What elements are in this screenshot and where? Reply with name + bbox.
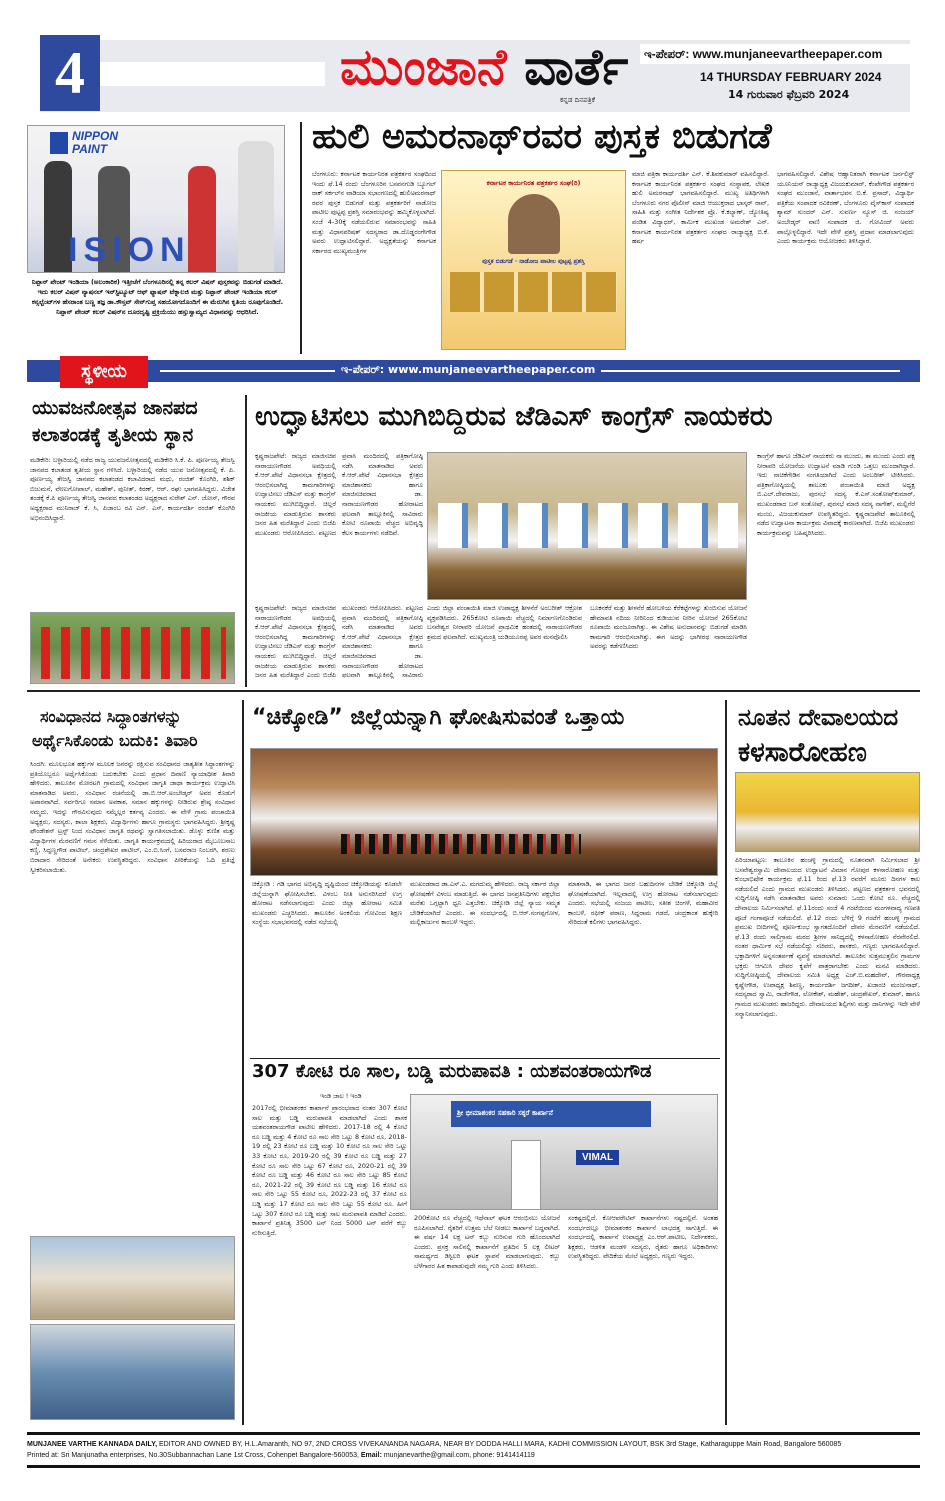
jds-col-1: ಕೃಷ್ಣರಾಜಪೇಟೆ: ರಾಜ್ಯದ ಮಾಜಿಸಚಿವ ನಾರಾಯಣಗೌಡರ ಅವಧಿಯಲ್ಲಿ ಕೆ.ಆರ್.ಪೇಟೆ ವಿಧಾನಸಭಾ ಕ್ಷೇತ್ರದಲ್ಲಿ ಆರಂಭಿಸಲಾಗಿದ್ದ ಕಾಮಗಾರಿಗಳನ್ನು ಉದ್ಘಾಟಿಸಲು ಜೆಡಿಎಸ್ ಮತ್ತು ಕಾಂಗ್ರೆಸ್ ನಾಯಕರು ಮುಗಿಬಿದ್ದಿದ್ದಾರೆ. ಚಿಲ್ಲರೆ ರಾಜಕೀಯ ಮಾಡುತ್ತಿರುವ ಶಾಸಕರು ಜನರ ಹಿತ ಮರೆತಿದ್ದಾರೆ ಎಂದು ಬಿಜೆಪಿ ಮುಖಂಡರು ಆರೋಪಿಸಿದರು. ಪಟ್ಟಣದ ಪ್ರವಾಸಿ ಮಂದಿರದಲ್ಲಿ ಪತ್ರಿಕಾಗೋಷ್ಠಿ ನಡೆಸಿ ಮಾತನಾಡಿದ ಅವರು ಕೆ.ಆರ್.ಪೇಟೆ ವಿಧಾನಸಭಾ ಕ್ಷೇತ್ರದ ಮಾಜಿಶಾಸಕರು ಹಾಗೂ ಮಾಜಿಸಚಿವರಾದ ಡಾ. ನಾರಾಯಣಗೌಡರ ಹೋರಾಟದ ಫಲವಾಗಿ ತಾಲ್ಲೂಕಿನಲ್ಲಿ ಸಾವಿರಾರು ಕೋಟಿ ರೂಪಾಯಿ ವೆಚ್ಚದ ಅಭಿವೃದ್ಧಿ ಕೆಲಸ ಕಾರ್ಯಗಳು ನಡೆದಿವೆ.	[255, 452, 423, 537]
author-portrait	[508, 194, 560, 254]
yuva-body: ಮಡಿಕೇರಿ: ಬಳ್ಳಾರಿಯಲ್ಲಿ ನಡೆದ ರಾಜ್ಯ ಯುವಜನೋತ್ಸವದಲ್ಲಿ ಮಡಿಕೇರಿ ಸಿ.ಕೆ. ಪಿ. ಪೂರ್ಣಯ್ಯ ತೇಜಸ್ವಿ ಜಾನಪದ ಕಲಾತಂಡ ತೃತೀಯ ಸ್ಥಾನ ಗಳಿಸಿದೆ. ಬಳ್ಳಾರಿಯಲ್ಲಿ ನಡೆದ ಯುವ ಜನೋತ್ಸವದಲ್ಲಿ ಕೆ. ಪಿ. ಪೂರ್ಣಯ್ಯ ತೇಜಸ್ವಿ ಜಾನಪದ ಕಲಾತಂಡದ ಕಲಾವಿದರಾದ ಮಧು, ರಂಜಿತ್ ಕೊಂಗಿರಿ, ಶಶಿಕ್ ಬಿಜುಮನೆ, ವೇಣುಗೋಪಾಲ್, ಮಹೇಶ್, ಪುನೀತ್, ಕಿರಣ್, ಆರ್. ರಘು ಭಾಗವಹಿಸಿದ್ದರು. ವಿಜೇತ ತಂಡಕ್ಕೆ ಕೆ.ಪಿ ಪೂರ್ಣಯ್ಯ ತೇಜಸ್ವಿ ಜಾನಪದ ಕಲಾತಂಡದ ಅಧ್ಯಕ್ಷರಾದ ಸುರೇಶ್ ಎನ್. ಜೋಸ್, ಗೌರವ ಅಧ್ಯಕ್ಷರಾದ ಮುನಿರಾಜ್ ಕೆ. ಸಿ, ಪಿಜಾಂಬ ರವಿ ಎನ್. ಎಸ್, ಕಾರ್ಯದರ್ಶಿ ರಂಜಿತ್ ಕೊಂಗಿರಿ ಅಭಿನಂದಿಸಿದ್ದಾರೆ.	[30, 456, 235, 522]
imprint-line-1	[27, 1439, 920, 1450]
headline-jds: ಉದ್ಘಾಟಿಸಲು ಮುಗಿಬಿದ್ದಿರುವ ಜೆಡಿಎಸ್ ಕಾಂಗ್ರೆಸ್ ನಾಯಕರು	[255, 401, 773, 432]
masthead-red: ಮುಂಜಾನೆ	[340, 38, 507, 96]
column-divider	[725, 700, 727, 1425]
chikkodi-meeting-photo	[250, 748, 718, 876]
section-epaper-link[interactable]: ಇ-ಪೇಪರ್: www.munjaneevartheepaper.com	[335, 363, 601, 377]
temple-meeting-photo	[735, 772, 920, 852]
bank-col-1: 2017ರಲ್ಲಿ ಭೀಮಾಶಂಕರ ಕಾರ್ಖಾನೆ ಪ್ರಾರಂಭವಾದ ನಂತರ 307 ಕೋಟಿ ಸಾಲ ಮತ್ತು ಬಡ್ಡಿ ಮರುಪಾವತಿ ಮಾಡಲಾಗಿದೆ ಎಂದು ಶಾಸಕ ಯಶವಂತರಾಯಗೌಡ ಪಾಟೀಲ ಹೇಳಿದರು. 2017-18 ರಲ್ಲಿ 4 ಕೋಟಿ ರೂ ಬಡ್ಡಿ ಮತ್ತು 4 ಕೋಟಿ ರೂ ಸಾಲ ಸೇರಿ ಒಟ್ಟು 8 ಕೋಟಿ ರೂ, 2018-19 ರಲ್ಲಿ 23 ಕೋಟಿ ರೂ ಬಡ್ಡಿ ಮತ್ತು 10 ಕೋಟಿ ರೂ ಸಾಲ ಸೇರಿ ಒಟ್ಟು 33 ಕೋಟಿ ರೂ, 2019-20 ರಲ್ಲಿ 39 ಕೋಟಿ ರೂ ಬಡ್ಡಿ ಮತ್ತು 27 ಕೋಟಿ ರೂ ಸಾಲ ಸೇರಿ ಒಟ್ಟು 67 ಕೋಟಿ ರೂ, 2020-21 ರಲ್ಲಿ 39 ಕೋಟಿ ರೂ ಬಡ್ಡಿ ಮತ್ತು 46 ಕೋಟಿ ರೂ ಸಾಲ ಸೇರಿ ಒಟ್ಟು 85 ಕೋಟಿ ರೂ, 2021-22 ರಲ್ಲಿ 39 ಕೋಟಿ ರೂ ಬಡ್ಡಿ ಮತ್ತು 16 ಕೋಟಿ ರೂ ಸಾಲ ಸೇರಿ ಒಟ್ಟು 55 ಕೋಟಿ ರೂ, 2022-23 ರಲ್ಲಿ 37 ಕೋಟಿ ರೂ ಬಡ್ಡಿ ಮತ್ತು 17 ಕೋಟಿ ರೂ ಸಾಲ ಸೇರಿ ಒಟ್ಟು 55 ಕೋಟಿ ರೂ. ಹೀಗೆ ಒಟ್ಟು 307 ಕೋಟಿ ರೂ ಬಡ್ಡಿ ಮತ್ತು ಸಾಲ ಮರುಪಾವತಿ ಮಾಡಿದೆ ಎಂದರು. ಕಾರ್ಖಾನೆ ಪ್ರತಿನಿತ್ಯ 3500 ಟನ್ ನಿಂದ 5000 ಟನ್ ವರೆಗೆ ಕಬ್ಬು ನುರಿಸುತ್ತಿದೆ.	[252, 1104, 407, 1237]
section-divider	[27, 690, 920, 692]
chikkodi-col-1: ಚಿಕ್ಕೋಡಿ : ಗಡಿ ಭಾಗದ ಅಭಿವೃದ್ಧಿ ದೃಷ್ಟಿಯಿಂದ ಚಿಕ್ಕೋಡಿಯನ್ನು ಕೂಡಲೇ ಜಿಲ್ಲೆಯನ್ನಾಗಿ ಘೋಷಿಸಬೇಕು. ವಿಳಂಬ ನೀತಿ ಅನುಸರಿಸಿದರೆ ಉಗ್ರ ಹೋರಾಟ ನಡೆಸಲಾಗುವುದು ಎಂದು ಜಿಲ್ಲಾ ಹೋರಾಟ ಸಮಿತಿ ಮುಖಂಡರು ಎಚ್ಚರಿಸಿದರು. ತಾಲೂಕಿನ ಅಂಕಲಿಯ ಗೋವಿಂದ ಶಿಕ್ಷಣ ಸಂಸ್ಥೆಯ ಸಭಾಭವನದಲ್ಲಿ ನಡೆದ ಸಭೆಯಲ್ಲಿ	[252, 880, 402, 927]
jds-col-4: ಕಾಂಗ್ರೆಸ್ ಹಾಗೂ ಜೆಡಿಎಸ್ ನಾಯಕರು ನಾ ಮುಂದು, ತಾ ಮುಂದು ಎಂದು ಪಕ್ಷ ನೀರಾವರಿ ಯೋಜನೆಯ ಉದ್ಘಾಟನೆ ಮಾಡಿ ಗುಂಡಿ ಒತ್ತಲು ಮುಂದಾಗಿದ್ದಾರೆ. ಇದು ನಾಚಿಕೆಗೇಡಿನ ಸಂಗತಿಯಾಗಿದೆ ಎಂದು ಅಂಬರೀಶ್ ಟೀಕಿಸಿದರು. ಪತ್ರಿಕಾಗೋಷ್ಠಿಯಲ್ಲಿ ತಾಲೂಕು ಪಂಚಾಯಿತಿ ಮಾಜಿ ಅಧ್ಯಕ್ಷ ಬಿ.ಎಲ್.ದೇವರಾಜು, ಪುರಸಭೆ ಸದಸ್ಯ ಕೆ.ಎಸ್.ಸಂತೋಷ್‌ಕುಮಾರ್, ಮುಖಂಡರಾದ ಬಸ್ ಸಂತೋಷ್, ಪುರಸಭೆ ಮಾಜಿ ಸದಸ್ಯ ನಾಗೇಶ್, ಮಲ್ಲಿಗೆರೆ ಮಂಜು, ವಿಜಯಕುಮಾರ್ ಉಪಸ್ಥಿತರಿದ್ದರು. ಕೃಷ್ಣರಾಜಪೇಟೆ ತಾಲೂಕಿನಲ್ಲಿ ನಡೆದ ಉದ್ಘಾಟನಾ ಕಾರ್ಯಕ್ರಮ ವಿವಾದಕ್ಕೆ ಕಾರಣವಾಗಿದೆ. ಬಿಜೆಪಿ ಮುಖಂಡರು ಕಾರ್ಯಕ್ರಮವನ್ನು ಬಹಿಷ್ಕರಿಸಿದರು.	[757, 452, 915, 537]
masthead-logo	[340, 38, 628, 97]
samvidhana-body: ಸಿಂದಗಿ: ಮೂಲಭೂತ ಹಕ್ಕುಗಳ ಮೂಲಕ ಜನರನ್ನು ರಕ್ಷಿಸುವ ಸಂವಿಧಾನದ ಜಾತ್ಯತೀತ ಸಿದ್ಧಾಂತಗಳನ್ನು ಪ್ರತಿಯೊಬ್ಬರೂ ಅರ್ಥೈಸಿಕೊಂಡು ಬದುಕಬೇಕು ಎಂದು ಪ್ರಧಾನ ದಿವಾಣಿ ನ್ಯಾಯಾಧೀಶ ತಿವಾರಿ ಹೇಳಿದರು. ತಾಲೂಕಿನ ಮೋರಟಗಿ ಗ್ರಾಮದಲ್ಲಿ ಸಂವಿಧಾನ ಜಾಗೃತಿ ಜಾಥಾ ಕಾರ್ಯಕ್ರಮ ಉದ್ಘಾಟಿಸಿ ಮಾತನಾಡಿದ ಅವರು, ಸಂವಿಧಾನ ರಚನೆಯಲ್ಲಿ ಡಾ.ಬಿ.ಆರ್.ಅಂಬೇಡ್ಕರ್ ಅವರ ಕೊಡುಗೆ ಅಪಾರವಾಗಿದೆ. ಸರ್ವರಿಗೂ ಸಮಾನ ಅವಕಾಶ, ಸಮಾನ ಹಕ್ಕುಗಳನ್ನು ನೀಡಿರುವ ಶ್ರೇಷ್ಠ ಸಂವಿಧಾನ ನಮ್ಮದು. ಇದನ್ನು ಗೌರವಿಸುವುದು ನಮ್ಮೆಲ್ಲರ ಕರ್ತವ್ಯ ಎಂದರು. ಈ ವೇಳೆ ಗ್ರಾಮ ಪಂಚಾಯಿತಿ ಅಧ್ಯಕ್ಷರು, ಸದಸ್ಯರು, ಶಾಲಾ ಶಿಕ್ಷಕರು, ವಿದ್ಯಾರ್ಥಿಗಳು ಹಾಗೂ ಗ್ರಾಮಸ್ಥರು ಭಾಗವಹಿಸಿದ್ದರು. ಶ್ರೀಕೃಷ್ಣ ಫೌಂಡೇಶನ್ ಟ್ರಸ್ಟ್ ನಿಂದ ಸಂವಿಧಾನ ಜಾಗೃತಿ ರಥವನ್ನು ಸ್ವಾಗತಿಸಲಾಯಿತು. ಡೊಳ್ಳು ಕುಣಿತ ಮತ್ತು ವಿದ್ಯಾರ್ಥಿಗಳ ಮೆರವಣಿಗೆ ಗಮನ ಸೆಳೆಯಿತು. ಜಾಗೃತಿ ಕಾರ್ಯಕ್ರಮದಲ್ಲಿ ಹಿರಿಯರಾದ ಮೈಬೂಬಸಾಬ ಕಣ್ಣಿ, ಸಿದ್ದಣ್ಣಗೌಡ ಪಾಟೀಲ್, ಚಂದ್ರಶೇಖರ ಪಾಟೀಲ್, ಎಂ.ಬಿ.ಸಿಂಗೆ, ಬಸವರಾಜ ನಿಂಬರಗಿ, ಶರಣು ಬಿರಾದಾರ ಸೇರಿದಂತೆ ಅನೇಕರು ಉಪಸ್ಥಿತರಿದ್ದರು. ಸಂವಿಧಾನ ಪೀಠಿಕೆಯನ್ನು ಓದಿ ಪ್ರತಿಜ್ಞೆ ಸ್ವೀಕರಿಸಲಾಯಿತು.	[30, 760, 235, 874]
bank-banner: ಶ್ರೀ ಭೀಮಾಶಂಕರ ಸಹಕಾರಿ ಸಕ್ಕರೆ ಕಾರ್ಖಾನೆ	[451, 1101, 651, 1127]
imprint-contact: munjanevarthe@gmail.com, phone: 9141414119	[381, 1452, 535, 1459]
bank-col-2: 200ಕೋಟಿ ರೂ ವೆಚ್ಚದಲ್ಲಿ ಇಥೆನಾಲ್ ಘಟಕ ಆರಂಭಿಸಲು ಯೋಜನೆ ರೂಪಿಸಲಾಗಿದೆ. ರೈತರಿಗೆ ಉತ್ತಮ ಬೆಲೆ ನೀಡಲು ಕಾರ್ಖಾನೆ ಬದ್ಧವಾಗಿದೆ. ಈ ವರ್ಷ 14 ಲಕ್ಷ ಟನ್ ಕಬ್ಬು ನುರಿಸುವ ಗುರಿ ಹೊಂದಲಾಗಿದೆ ಎಂದರು. ಪ್ರಸಕ್ತ ಸಾಲಿನಲ್ಲಿ ಕಾರ್ಖಾನೆಗೆ ಪ್ರತಿದಿನ 5 ಲಕ್ಷ ಲೀಟರ್ ಸಾಮರ್ಥ್ಯದ ಡಿಸ್ಟಿಲರಿ ಘಟಕ ಸ್ಥಾಪನೆ ಮಾಡಲಾಗುವುದು. ಕಬ್ಬು ಬೆಳೆಗಾರರ ಹಿತ ಕಾಪಾಡುವುದೇ ನಮ್ಮ ಗುರಿ ಎಂದು ತಿಳಿಸಿದರು.	[414, 1214, 560, 1270]
imprint-line-2	[27, 1450, 920, 1461]
imprint-footer	[27, 1432, 920, 1468]
date-kannada: 14 ಗುರುವಾರ ಫೆಬ್ರವರಿ 2024	[728, 88, 850, 101]
bank-byline: ಇಂಡಿ ಜಾಲ ! ಇಂಡಿ	[320, 1092, 362, 1100]
date-english: 14 THURSDAY FEBRUARY 2024	[700, 70, 882, 84]
jds-col-2: ಎಂದು ಜಿಲ್ಲಾ ಪಂಚಾಯಿತಿ ಮಾಜಿ ಉಪಾಧ್ಯಕ್ಷ ಶೀಳನೆರೆ ಅಂಬರೀಶ್ ಆಕ್ರೋಶ ವ್ಯಕ್ತಪಡಿಸಿದರು. 265ಕೋಟಿ ರೂಪಾಯಿ ವೆಚ್ಚದಲ್ಲಿ ನಿರ್ಮಾಣಗೊಂಡಿರುವ ಬಸವೇಶ್ವರ ನೀರಾವರಿ ಯೋಜನೆ ಪ್ರಾಥಮಿಕ ಹಂತದಲ್ಲಿ ನಾರಾಯಣಗೌಡರ ಶ್ರಮದ ಫಲವಾಗಿದೆ. ಮುಖ್ಯಮಂತ್ರಿ ಯಡಿಯೂರಪ್ಪ ಅವರ ಮನವೊಲಿಸಿ	[427, 604, 582, 641]
masthead-subtitle: ಕನ್ನಡ ದಿನಪತ್ರಿಕೆ	[560, 96, 596, 104]
headline-chikkodi: “ಚಿಕ್ಕೋಡಿ” ಜಿಲ್ಲೆಯನ್ನಾಗಿ ಘೋಷಿಸುವಂತೆ ಒತ್ತಾಯ	[252, 705, 625, 730]
imprint-editor: EDITOR AND OWNED BY, H.L.Amaranth, NO 97, 2ND CROSS VIVEKANANDA NAGARA, NEAR BY DODDA HALLI MARA, KADHI COMMISSION LAYOUT, BSK 3rd Stage, Katharaguppe Main Road, Bangalore 560085	[157, 1441, 842, 1448]
headline-samvidhana-2: ಅರ್ಥೈಸಿಕೊಂಡು ಬದುಕಿ: ತಿವಾರಿ	[32, 731, 198, 750]
poster-subtitle: ಪುಸ್ತಕ ಬಿಡುಗಡೆ · ನಾಡೋಜ ಪಾಟೀಲ ಪುಟ್ಟಪ್ಪ ಪ್ರಶಸ್ತಿ	[482, 258, 585, 265]
press-meet-photo	[427, 452, 747, 600]
headline-samvidhana-1: ಸಂವಿಧಾನದ ಸಿದ್ಧಾಂತಗಳನ್ನು	[40, 707, 182, 726]
nippon-logo-text: NIPPON PAINT	[72, 129, 119, 156]
headline-bank: 307 ಕೋಟಿ ರೂ ಸಾಲ, ಬಡ್ಡಿ ಮರುಪಾವತಿ : ಯಶವಂತರಾಯಗೌಡ	[252, 1061, 652, 1082]
chikkodi-col-3: ಮಾತನಾಡಿ, ಈ ಭಾಗದ ಜನರ ಬಹುದಿನಗಳ ಬೇಡಿಕೆ ಚಿಕ್ಕೋಡಿ ಜಿಲ್ಲೆ ಘೋಷಣೆಯಾಗಿದೆ. ಇಲ್ಲವಾದಲ್ಲಿ ಉಗ್ರ ಹೋರಾಟ ನಡೆಸಲಾಗುವುದು ಎಂದರು. ಸಭೆಯಲ್ಲಿ ಸಂಜಯ ಪಾಟೀಲ, ಸತೀಶ ಚಿಂಗಳೆ, ಮಹಾವೀರ ಕಾಂಬಳೆ, ರಫೀಕ್ ಪಠಾಣ, ಸಿದ್ದರಾಮ ಗಡದೆ, ಚಂದ್ರಕಾಂತ ಹುಕ್ಕೇರಿ ಸೇರಿದಂತೆ ಕಲಿಗಳು ಭಾಗವಹಿಸಿದ್ದರು.	[568, 880, 718, 927]
jds-col-3: ಬೂಕನಕೆರೆ ಮತ್ತು ಶೀಳನೆರೆ ಹೋಬಳಿಯ ಕೆರೆಕಟ್ಟೆಗಳನ್ನು ತುಂಬಿಸುವ ಯೋಜನೆ ಹೇಮಾವತಿ ನದಿಯ ನೀರಿನಿಂದ ಕುಡಿಯುವ ನೀರಿನ ಯೋಜನೆ 265ಕೋಟಿ ರೂಪಾಯಿ ಮಂಜೂರಾಗಿತ್ತು. ಈ ವಿಶೇಷ ಅನುದಾನವನ್ನು ಬಿಡುಗಡೆ ಮಾಡಿಸಿ ಕಾಮಗಾರಿ ಆರಂಭಿಸಲಾಗಿತ್ತು. ಈಗ ಅದನ್ನು ಭಾಗೀರಥ ನಾರಾಯಣಗೌಡ ಅವರನ್ನು ಕಡೆಗಣಿಸಿದರು	[590, 604, 747, 651]
chikkodi-col-2: ಮುಖಂಡರಾದ ಡಾ.ಎಸ್.ಎ. ಮಗದುಮ್ಮ ಹೇಳಿದರು. ರಾಜ್ಯ ಸರ್ಕಾರ ಜಿಲ್ಲಾ ಘೋಷಣೆಗೆ ವಿಳಂಬ ಮಾಡುತ್ತಿದೆ. ಈ ಭಾಗದ ಜನಪ್ರತಿನಿಧಿಗಳು ಪಕ್ಷಭೇದ ಮರೆತು ಒಗ್ಗಟ್ಟಾಗಿ ಧ್ವನಿ ಎತ್ತಬೇಕು. ಚಿಕ್ಕೋಡಿ ಜಿಲ್ಲೆ ನ್ಯಾಯ ಸಮ್ಮತ ಬೇಡಿಕೆಯಾಗಿದೆ ಎಂದರು. ಈ ಸಂದರ್ಭದಲ್ಲಿ ಬಿ.ಆರ್.ಸಂಗಪ್ಪಗೋಳ, ಮಲ್ಲಿಕಾರ್ಜುನ ಕಾಂಬಳೆ ಇದ್ದರು.	[410, 880, 560, 927]
folk-troupe-photo	[30, 612, 235, 684]
huli-col-1: ಬೆಂಗಳೂರು: ಕರ್ನಾಟಕ ಕಾರ್ಯನಿರತ ಪತ್ರಕರ್ತರ ಸಂಘದಿಂದ ಇಂದು ಫೆ.14 ರಂದು ಬೆಂಗಳೂರಿನ ಬಸವನಗುಡಿ ಬ್ಯೂಗಲ್ ರಾಕ್ ಸರ್ಕಲ್‌ನ ವಾಡಿಯಾ ಸಭಾಂಗಣದಲ್ಲಿ ಹುಲಿಅಮರನಾಥ್ ರವರ ಪುಸ್ತಕ ಬಿಡುಗಡೆ ಮತ್ತು ಪತ್ರಕರ್ತರಿಗೆ ನಾಡೋಜ ಪಾಟೀಲ ಪುಟ್ಟಪ್ಪ ಪ್ರಶಸ್ತಿ ಸಮಾರಂಭವನ್ನು ಹಮ್ಮಿಕೊಳ್ಳಲಾಗಿದೆ. ಸಂಜೆ 4-30ಕ್ಕೆ ನಡೆಯಲಿರುವ ಸಮಾರಂಭವನ್ನು ಸಾಹಿತಿ ಮತ್ತು ವಿಧಾನಪರಿಷತ್ ಸದಸ್ಯರಾದ ಡಾ.ದೊಡ್ಡರಂಗೇಗೌಡ ಅವರು ಉದ್ಘಾಟಿಸಲಿದ್ದಾರೆ. ಅಧ್ಯಕ್ಷತೆಯನ್ನು ಕರ್ನಾಟಕ ಸರ್ಕಾರದ ಮುಖ್ಯಮಂತ್ರಿಗಳ	[312, 170, 436, 255]
headline-devalaya-1: ನೂತನ ದೇವಾಲಯದ	[738, 705, 899, 731]
huli-event-poster	[441, 170, 626, 350]
article-divider	[250, 1058, 720, 1059]
huli-col-2: ಮಾಜಿ ಪತ್ರಿಕಾ ಕಾರ್ಯದರ್ಶಿ ಎನ್. ಕೆ.ಶಿವಕುಮಾರ್ ವಹಿಸಲಿದ್ದಾರೆ. ಕರ್ನಾಟಕ ಕಾರ್ಯನಿರತ ಪತ್ರಕರ್ತರ ಸಂಘದ ಸಂಸ್ಥಾಪಕ, ಲೇಖಕ ಹುಲಿ ಅಮರನಾಥ್ ಭಾಗವಹಿಸಲಿದ್ದಾರೆ. ಮುಖ್ಯ ಅತಿಥಿಗಳಾಗಿ ಬೆಂಗಳೂರು ನಗರ ಪೊಲೀಸ್ ಮಾಜಿ ಆಯುಕ್ತರಾದ ಭಾಸ್ಕರ್ ರಾವ್, ಸಾಹಿತಿ ಮತ್ತು ಸಂಗೀತ ನಿರ್ದೇಶಕ ಪ್ರೊ. ಕೆ.ಕಲ್ಯಾಣ್, ಜ್ಯೋತಿಷ್ಯ ಪಂಡಿತ ವಿದ್ಯಾಧರ್, ಕಾರ್ಮಿಕ ಮುಖಂಡ ಅಮರೇಶ್ ಎನ್. ಕರ್ನಾಟಕ ಕಾರ್ಯನಿರತ ಪತ್ರಕರ್ತರ ಸಂಘದ ರಾಜ್ಯಾಧ್ಯಕ್ಷ ಬಿ.ಕೆ. ಹರ್ಷ	[632, 170, 769, 246]
imprint-email-label: Email:	[360, 1452, 382, 1459]
imprint-printer: Printed at: Sri Manjunatha enterprises, No.30Subbannachan Lane 1st Cross, Cohenpet Bangalore-560053,	[27, 1452, 361, 1459]
nippon-photo: NIPPON PAINT ISION	[27, 125, 285, 273]
column-divider	[242, 700, 244, 1425]
headline-devalaya-2: ಕಳಸಾರೋಹಣ	[738, 737, 867, 768]
masthead-black: ವಾರ್ತೆ	[524, 38, 629, 96]
devalaya-body: ಪಿರಿಯಾಪಟ್ಟಣ: ತಾಲೂಕಿನ ಹಂಚಳ್ಳಿ ಗ್ರಾಮದಲ್ಲಿ ನೂತನವಾಗಿ ನಿರ್ಮಿಸಲಾದ ಶ್ರೀ ಬಸವೇಶ್ವರಸ್ವಾಮಿ ದೇವಾಲಯದ ಉದ್ಘಾಟನೆ ವಿಮಾನ ಗೋಪುರ ಕಳಸಾರೋಹಣ ಮತ್ತು ಕುಂಭಾಭಿಷೇಕ ಕಾರ್ಯಕ್ರಮ ಫೆ.11 ರಿಂದ ಫೆ.13 ರವರೆಗೆ ಮೂರು ದಿನಗಳ ಕಾಲ ನಡೆಯಲಿದೆ ಎಂದು ಗ್ರಾಮದ ಮುಖಂಡರು ತಿಳಿಸಿದರು. ಪಟ್ಟಣದ ಪತ್ರಕರ್ತರ ಭವನದಲ್ಲಿ ಸುದ್ದಿಗೋಷ್ಠಿ ನಡೆಸಿ ಮಾತನಾಡಿದ ಅವರು ಸುಮಾರು ಒಂದು ಕೋಟಿ ರೂ. ವೆಚ್ಚದಲ್ಲಿ ದೇವಾಲಯ ನಿರ್ಮಿಸಲಾಗಿದೆ. ಫೆ.11ರಂದು ಸಂಜೆ 4 ಗಂಟೆಯಿಂದ ಮಂಗಳವಾದ್ಯ ಗಣಪತಿ ಪೂಜೆ ಗಂಗಾಪೂಜೆ ನಡೆಯಲಿದೆ. ಫೆ.12 ರಂದು ಬೆಳಿಗ್ಗೆ 9 ಗಂಟೆಗೆ ಹಂಚಳ್ಳಿ ಗ್ರಾಮದ ಪ್ರಮುಖ ಬೀದಿಗಳಲ್ಲಿ ಪೂರ್ಣಕುಂಭ ಸ್ವಾಗತದೊಂದಿಗೆ ದೇವರ ಮೆರವಣಿಗೆ ನಡೆಯಲಿದೆ. ಫೆ.13 ರಂದು ಸಾಲಿಗ್ರಾಮ ಮಠದ ಶ್ರೀಗಳ ಸಾನಿಧ್ಯದಲ್ಲಿ ಕಳಸಾರೋಹಣ ನೆರವೇರಲಿದೆ. ನಂತರ ಧಾರ್ಮಿಕ ಸಭೆ ನಡೆಯಲಿದ್ದು ಸಚಿವರು, ಶಾಸಕರು, ಗಣ್ಯರು ಭಾಗವಹಿಸಲಿದ್ದಾರೆ. ಭಕ್ತಾದಿಗಳಿಗೆ ಅನ್ನಸಂತರ್ಪಣೆ ವ್ಯವಸ್ಥೆ ಮಾಡಲಾಗಿದೆ. ತಾಲೂಕಿನ ಸುತ್ತಮುತ್ತಲಿನ ಗ್ರಾಮಗಳ ಭಕ್ತರು ಆಗಮಿಸಿ ದೇವರ ಕೃಪೆಗೆ ಪಾತ್ರರಾಗಬೇಕು ಎಂದು ಮನವಿ ಮಾಡಿದರು. ಸುದ್ದಿಗೋಷ್ಠಿಯಲ್ಲಿ ದೇವಾಲಯ ಸಮಿತಿ ಅಧ್ಯಕ್ಷ ಎಚ್.ಬಿ.ಮಹದೇವ್, ಗೌರವಾಧ್ಯಕ್ಷ ಕೃಷ್ಣೇಗೌಡ, ಉಪಾಧ್ಯಕ್ಷ ಶಿವಣ್ಣ, ಕಾರ್ಯದರ್ಶಿ ಜಗದೀಶ್, ಖಜಾಂಚಿ ಮಂಜುನಾಥ್, ಸದಸ್ಯರಾದ ಸ್ವಾಮಿ, ರಾಜೇಗೌಡ, ಲೋಕೇಶ್, ಮಹೇಶ್, ಚಂದ್ರಶೇಖರ್, ಕುಮಾರ್, ಹಾಗೂ ಗ್ರಾಮದ ಮುಖಂಡರು ಹಾಜರಿದ್ದರು. ದೇವಾಲಯದ ಶಿಲ್ಪಿಗಳು ಮತ್ತು ದಾನಿಗಳನ್ನು ಇದೇ ವೇಳೆ ಸನ್ಮಾನಿಸಲಾಗುವುದು.	[735, 856, 920, 1018]
column-divider	[245, 395, 247, 687]
bank-event-photo	[410, 1094, 718, 1210]
page-number: 4	[40, 35, 100, 111]
masthead-rule	[100, 62, 325, 86]
column-divider	[300, 122, 302, 354]
nippon-caption: ನಿಪ್ಪಾನ್ ಪೇಂಟ್ ಇಂಡಿಯಾ (ಅಲಂಕಾರಿಕ) ಇತ್ತೀಚೆಗೆ ಬೆಂಗಳೂರಿನಲ್ಲಿ ತನ್ನ ಕಲರ್ ವಿಷನ್ ಪುಸ್ತಕವನ್ನು ಬಿಡುಗಡೆ ಮಾಡಿದೆ. ಇದು ಕಲರ್ ವಿಷನ್ ನ್ಯಾಷನಲ್ ಇನ್‌ಸ್ಟಿಟ್ಯೂಟ್ ಆಫ್ ಫ್ಯಾಷನ್ ಟೆಕ್ನಾಲಜಿ ಮತ್ತು ನಿಪ್ಪಾನ್ ಪೇಂಟ್ ಇಂಡಿಯಾ ಕಲರ್ ಕನ್ಸಲ್ಟೆಂಟ್‌ಗಳ ಹೆಸರಾಂತ ಬಣ್ಣ ತಜ್ಞ ಡಾ.ಕೌಸ್ತವ್ ಸೇನ್‌ಗುಪ್ತ ಸಹಯೋಗದೊಂದಿಗೆ ಈ ಮೆರುಗಿನ ಕೃತಿಯ ರೂಪುಗೊಂಡಿದೆ. ನಿಪ್ಪಾನ್ ಪೇಂಟ್ ಕಲರ್ ವಿಷನ್‌ನ ದೂರದೃಷ್ಟಿ ಪ್ರಕ್ರಿಯೆಯು ಹಸ್ತುಸ್ವಾಮ್ಯದ ವಿಧಾನವನ್ನು ಆಧರಿಸಿದೆ.	[31, 278, 284, 316]
poster-title: ಕರ್ನಾಟಕ ಕಾರ್ಯನಿರತ ಪತ್ರಕರ್ತರ ಸಂಘ(ರಿ)	[486, 179, 581, 187]
jatha-photo-1	[30, 1236, 235, 1320]
section-tag: ಸ್ಥಳೀಯ	[60, 356, 148, 388]
vimal-sign: VIMAL	[576, 1150, 619, 1165]
jds-col-1b: ಕೃಷ್ಣರಾಜಪೇಟೆ: ರಾಜ್ಯದ ಮಾಜಿಸಚಿವ ನಾರಾಯಣಗೌಡರ ಅವಧಿಯಲ್ಲಿ ಕೆ.ಆರ್.ಪೇಟೆ ವಿಧಾನಸಭಾ ಕ್ಷೇತ್ರದಲ್ಲಿ ಆರಂಭಿಸಲಾಗಿದ್ದ ಕಾಮಗಾರಿಗಳನ್ನು ಉದ್ಘಾಟಿಸಲು ಜೆಡಿಎಸ್ ಮತ್ತು ಕಾಂಗ್ರೆಸ್ ನಾಯಕರು ಮುಗಿಬಿದ್ದಿದ್ದಾರೆ. ಚಿಲ್ಲರೆ ರಾಜಕೀಯ ಮಾಡುತ್ತಿರುವ ಶಾಸಕರು ಜನರ ಹಿತ ಮರೆತಿದ್ದಾರೆ ಎಂದು ಬಿಜೆಪಿ ಮುಖಂಡರು ಆರೋಪಿಸಿದರು. ಪಟ್ಟಣದ ಪ್ರವಾಸಿ ಮಂದಿರದಲ್ಲಿ ಪತ್ರಿಕಾಗೋಷ್ಠಿ ನಡೆಸಿ ಮಾತನಾಡಿದ ಅವರು ಕೆ.ಆರ್.ಪೇಟೆ ವಿಧಾನಸಭಾ ಕ್ಷೇತ್ರದ ಮಾಜಿಶಾಸಕರು ಹಾಗೂ ಮಾಜಿಸಚಿವರಾದ ಡಾ. ನಾರಾಯಣಗೌಡರ ಹೋರಾಟದ ಫಲವಾಗಿ ತಾಲ್ಲೂಕಿನಲ್ಲಿ ಸಾವಿರಾರು	[255, 604, 423, 680]
jatha-photo-2	[30, 1324, 235, 1420]
epaper-link[interactable]: ಇ-ಪೇಪರ್: www.munjaneevartheepaper.com	[640, 44, 910, 64]
bank-col-3: ಸಂಕಷ್ಟದಲ್ಲಿದೆ. ಕೋಆಪರೇಟಿವ್ ಕಾರ್ಖಾನೆಗಳು ನಷ್ಟದಲ್ಲಿವೆ. ಅಂತಹ ಸಂದರ್ಭದಲ್ಲೂ ಭೀಮಾಶಂಕರ ಕಾರ್ಖಾನೆ ಲಾಭದತ್ತ ಸಾಗುತ್ತಿದೆ. ಈ ಸಂದರ್ಭದಲ್ಲಿ ಕಾರ್ಖಾನೆ ಉಪಾಧ್ಯಕ್ಷ ಎಂ.ಆರ್.ಪಾಟೀಲ, ನಿರ್ದೇಶಕರು, ಶಿಕ್ಷಕರು, ಆಡಳಿತ ಮಂಡಳಿ ಸದಸ್ಯರು, ರೈತರು ಹಾಗೂ ಅಧಿಕಾರಿಗಳು ಉಪಸ್ಥಿತರಿದ್ದರು. ವೇದಿಕೆಯ ಮೇಲೆ ಅಧ್ಯಕ್ಷರು, ಗಣ್ಯರು ಇದ್ದರು.	[568, 1214, 718, 1261]
headline-huli: ಹುಲಿ ಅಮರನಾಥ್‌ರವರ ಪುಸ್ತಕ ಬಿಡುಗಡೆ	[312, 117, 772, 157]
huli-col-3: ಭಾಗವಹಿಸಲಿದ್ದಾರೆ. ವಿಶೇಷ ಆಹ್ವಾನಿತರಾಗಿ ಕರ್ನಾಟಕ ಜರ್ನಲಿಸ್ಟ್ ಯೂನಿಯನ್ ರಾಜ್ಯಾಧ್ಯಕ್ಷ ವಿಜಯಕುಮಾರ್, ಕೆಂಪೇಗೌಡ ಪತ್ರಕರ್ತರ ಸಂಘದ ಮುಂಜಾನೆ, ವಾರ್ತಾಭವನ ಬಿ.ಕೆ. ಪ್ರಸಾದ್, ವಿದ್ಯಾರ್ಥಿ ಪತ್ರಿಕೆಯ ಸಂಪಾದಕ ರವಿಕಿರಣ್, ಬೆಂಗಳೂರು ವೈಸ್‌ಕಾಸ್ ಸಂಪಾದಕ ಶ್ಯಾಮ್ ಸುಂದರ್ ಎನ್. ಸುವರ್ಣ ನ್ಯೂಸ್ ಜಿ. ಸಂಜಯ್ ಅಂಬೇಡ್ಕರ್ ವಾಣಿ ಸಂಪಾದಕ ಜಿ. ಗೋವಿಂದ್ ಅವರು ಪಾಲ್ಗೊಳ್ಳಲಿದ್ದಾರೆ. ಇದೇ ವೇಳೆ ಪ್ರಶಸ್ತಿ ಪ್ರದಾನ ಮಾಡಲಾಗುವುದು ಎಂದು ಕಾರ್ಯಕ್ರಮ ಆಯೋಜಕರು ತಿಳಿಸಿದ್ದಾರೆ.	[777, 170, 914, 246]
imprint-paper-name: MUNJANEE VARTHE KANNADA DAILY,	[27, 1441, 158, 1448]
headline-yuva-1: ಯುವಜನೋತ್ಸವ ಜಾನಪದ	[32, 397, 198, 419]
headline-yuva-2: ಕಲಾತಂಡಕ್ಕೆ ತೃತೀಯ ಸ್ಥಾನ	[32, 424, 194, 446]
